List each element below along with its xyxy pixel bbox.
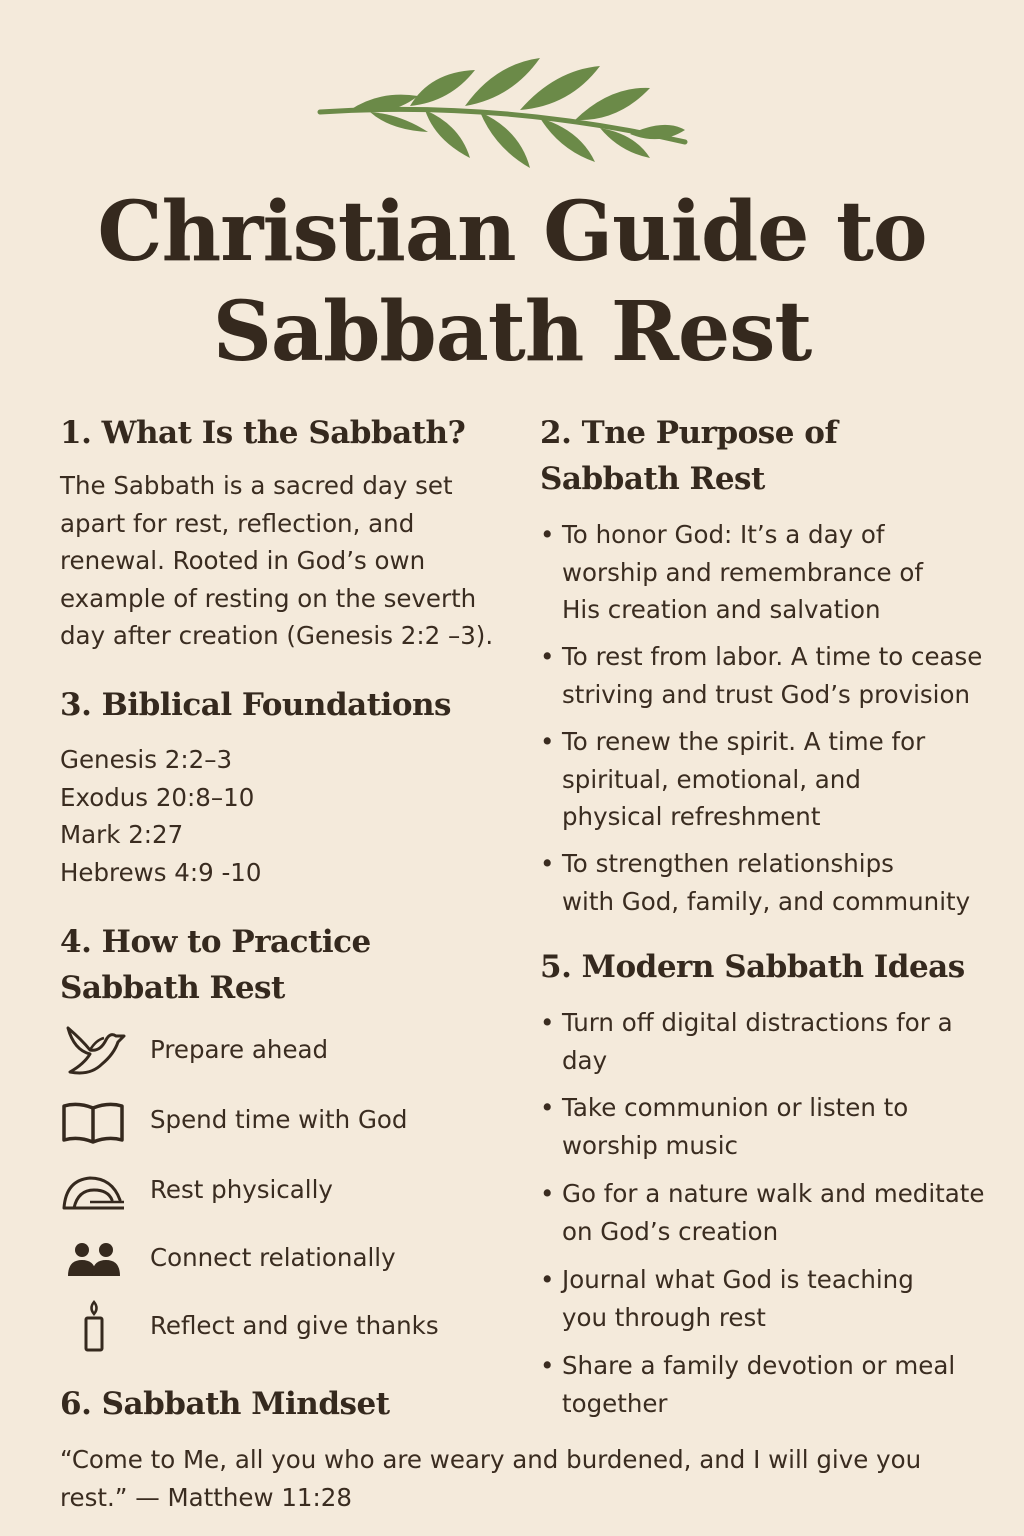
practice-item [60,1090,480,1150]
purpose-line: • To honor God: It’s a day of [562,520,885,549]
idea-item [540,1089,1000,1164]
idea-line: on God’s creation [562,1216,779,1246]
section-2-heading-line-1: 2. Tne Purpose of [540,415,838,451]
purpose-item [540,638,1000,713]
purpose-line: striving and trust God’s provision [562,679,971,709]
practice-label: Connect relationally [150,1243,396,1272]
section-1-line: day after creation (Genesis 2:2 –3). [60,621,494,650]
idea-line: you through rest [562,1302,766,1332]
idea-line: • Share a family devotion or meal [562,1351,956,1380]
practice-item [60,1228,480,1288]
section-1-line: The Sabbath is a sacred day set [60,471,453,500]
practice-label: Rest physically [150,1175,333,1204]
practice-label: Prepare ahead [150,1035,329,1064]
practice-label: Reflect and give thanks [150,1311,439,1340]
idea-item [540,1347,1000,1422]
quote-line-1: “Come to Me, all you who are weary and burdened, and I will give you [60,1445,922,1474]
purpose-line: • To strengthen relationships [562,849,894,878]
dove-icon [60,1020,126,1080]
rest-hill-icon [60,1160,126,1220]
section-1-line: apart for rest, reflection, and [60,508,415,538]
section-4-heading-line-2: Sabbath Rest [60,970,285,1006]
section-3-heading: 3. Biblical Foundations [60,687,451,723]
purpose-line: physical refreshment [562,802,821,831]
section-1-body [60,467,520,655]
idea-line: • Turn off digital distractions for a [562,1008,953,1037]
section-4-heading [60,919,371,1011]
practice-item [60,1296,480,1356]
people-icon [60,1228,126,1288]
purpose-line: with God, family, and community [562,886,971,916]
title-line-1: Christian Guide to [97,184,927,280]
title-line-2: Sabbath Rest [212,284,812,380]
purpose-line: His creation and salvation [562,595,881,624]
page-title [0,182,1024,382]
idea-line: • Take communion or listen to [562,1093,909,1122]
quote-line-2: rest.” — Matthew 11:28 [60,1482,352,1512]
section-1-heading: 1. What Is the Sabbath? [60,415,466,451]
idea-line: • Go for a nature walk and meditate [562,1179,985,1208]
purpose-line: spiritual, emotional, and [562,764,861,794]
idea-item [540,1261,1000,1336]
idea-line: together [562,1388,668,1418]
bible-reference: Hebrews 4:9 -10 [60,857,262,887]
bible-reference: Mark 2:27 [60,820,184,849]
bible-reference: Exodus 20:8–10 [60,782,255,812]
purpose-item [540,723,1000,836]
bible-reference-list [60,741,261,891]
idea-item [540,1004,1000,1079]
idea-line: day [562,1045,608,1075]
idea-line: • Journal what God is teaching [562,1265,914,1294]
section-4-heading-line-1: 4. How to Practice [60,924,371,960]
purpose-item [540,845,1000,920]
purpose-line: worship and remembrance of [562,557,923,587]
practice-item [60,1020,480,1080]
idea-item [540,1175,1000,1250]
bible-reference: Genesis 2:2–3 [60,745,233,774]
candle-icon [60,1296,126,1356]
purpose-line: • To rest from labor. A time to cease [562,642,983,671]
olive-branch-icon [300,30,700,180]
practice-item [60,1160,480,1220]
idea-line: worship music [562,1130,738,1160]
section-1-line: example of resting on the severth [60,583,477,613]
section-1-line: renewal. Rooted in God’s own [60,546,426,575]
section-6-heading: 6. Sabbath Mindset [60,1386,390,1422]
scripture-quote [60,1441,980,1516]
purpose-item [540,516,1000,629]
practice-label: Spend time with God [150,1105,408,1134]
section-2-heading-line-2: Sabbath Rest [540,461,765,497]
open-book-icon [60,1090,126,1150]
purpose-line: • To renew the spirit. A time for [562,727,926,756]
section-2-heading [540,410,837,502]
section-5-heading: 5. Modern Sabbath Ideas [540,949,965,985]
